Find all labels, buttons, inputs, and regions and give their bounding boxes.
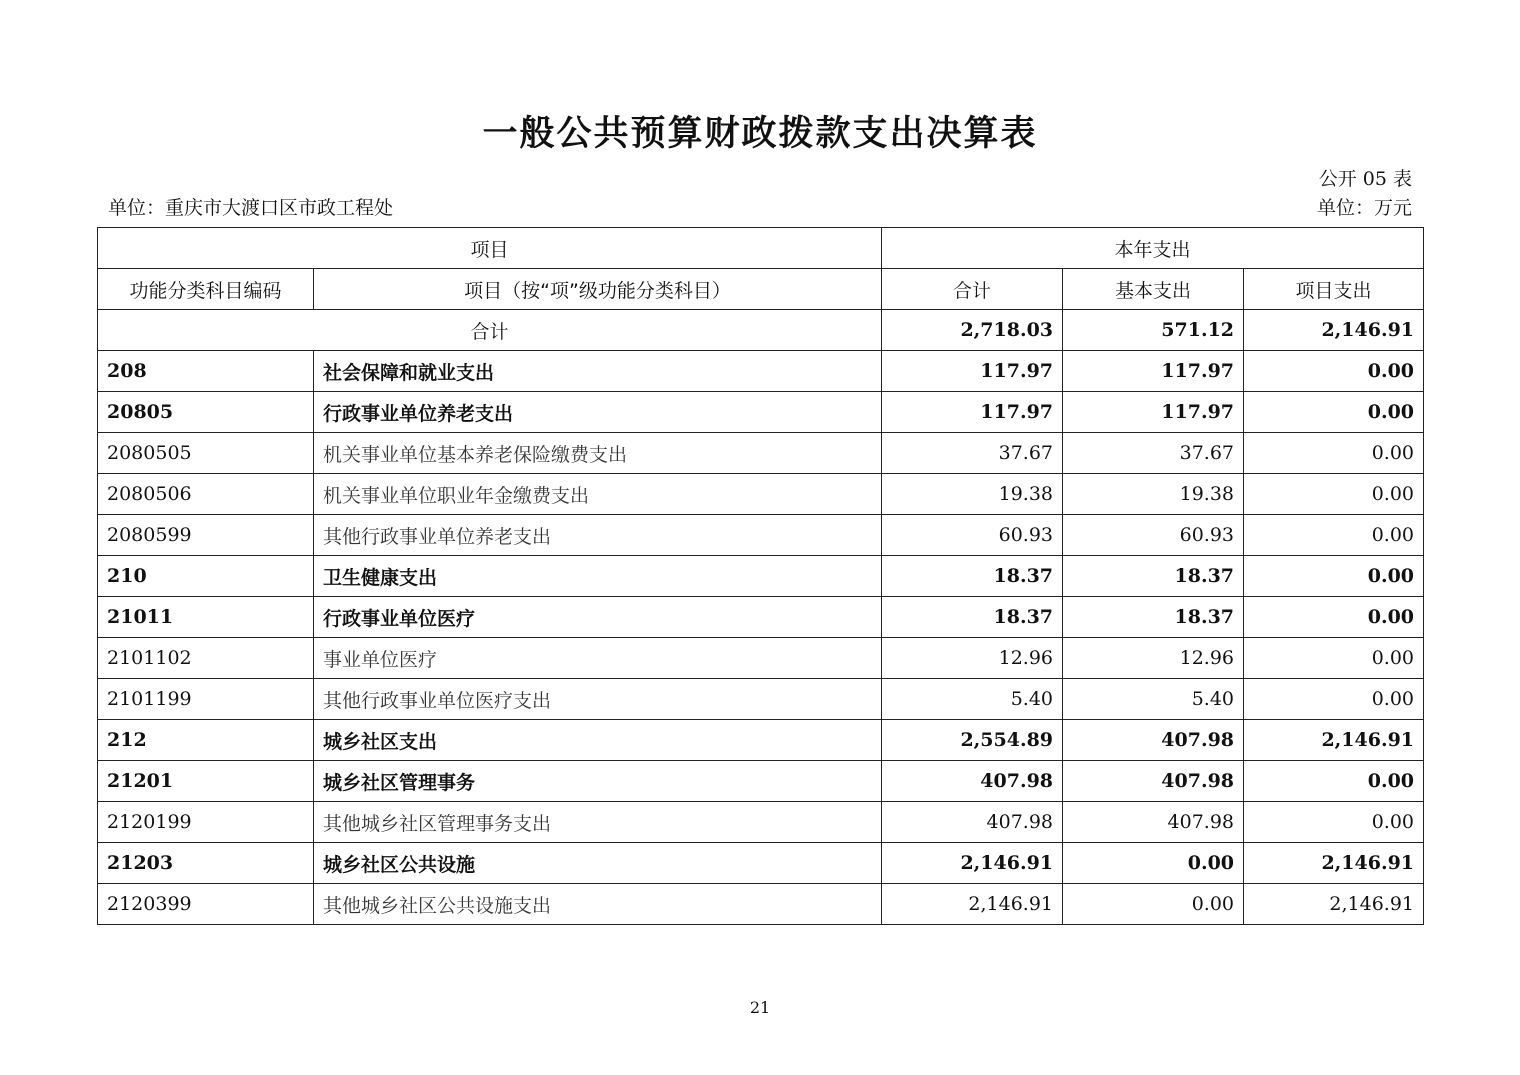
- row-total: 117.97: [882, 392, 1063, 433]
- table-row: [98, 679, 1424, 720]
- row-name: 机关事业单位职业年金缴费支出: [314, 474, 882, 515]
- row-name: 城乡社区公共设施: [314, 843, 882, 884]
- total-amount: 2,718.03: [882, 310, 1063, 351]
- header-project: 项目支出: [1244, 269, 1424, 310]
- row-total: 2,554.89: [882, 720, 1063, 761]
- table-row: [98, 515, 1424, 556]
- row-basic: 18.37: [1063, 597, 1244, 638]
- page-title: 一般公共预算财政拨款支出决算表: [482, 114, 1038, 154]
- header-column-row: [98, 269, 1424, 310]
- row-code: 208: [98, 351, 314, 392]
- row-total: 407.98: [882, 802, 1063, 843]
- total-project: 2,146.91: [1244, 310, 1424, 351]
- row-code: 2080506: [98, 474, 314, 515]
- total-row: [98, 310, 1424, 351]
- row-name: 城乡社区支出: [314, 720, 882, 761]
- row-basic: 407.98: [1063, 802, 1244, 843]
- table-row: [98, 556, 1424, 597]
- row-project: 0.00: [1244, 597, 1424, 638]
- form-number: 公开 05 表: [1318, 168, 1412, 190]
- row-project: 0.00: [1244, 351, 1424, 392]
- row-total: 2,146.91: [882, 843, 1063, 884]
- row-code: 2120399: [98, 884, 314, 925]
- header-group-row: [98, 228, 1424, 269]
- row-code: 2120199: [98, 802, 314, 843]
- row-code: 210: [98, 556, 314, 597]
- row-basic: 407.98: [1063, 761, 1244, 802]
- row-basic: 407.98: [1063, 720, 1244, 761]
- row-name: 行政事业单位医疗: [314, 597, 882, 638]
- row-basic: 19.38: [1063, 474, 1244, 515]
- header-total: 合计: [882, 269, 1063, 310]
- row-basic: 117.97: [1063, 351, 1244, 392]
- table-row: [98, 884, 1424, 925]
- table-row: [98, 433, 1424, 474]
- row-name: 卫生健康支出: [314, 556, 882, 597]
- row-code: 21011: [98, 597, 314, 638]
- table-row: [98, 843, 1424, 884]
- row-project: 0.00: [1244, 679, 1424, 720]
- table-row: [98, 761, 1424, 802]
- row-code: 21203: [98, 843, 314, 884]
- row-project: 0.00: [1244, 474, 1424, 515]
- table-row: [98, 392, 1424, 433]
- row-total: 117.97: [882, 351, 1063, 392]
- row-basic: 18.37: [1063, 556, 1244, 597]
- row-total: 18.37: [882, 597, 1063, 638]
- header-name: 项目（按“项”级功能分类科目）: [314, 269, 882, 310]
- page-number: 21: [749, 998, 771, 1017]
- row-project: 2,146.91: [1244, 843, 1424, 884]
- row-project: 0.00: [1244, 638, 1424, 679]
- row-name: 社会保障和就业支出: [314, 351, 882, 392]
- row-code: 212: [98, 720, 314, 761]
- row-name: 城乡社区管理事务: [314, 761, 882, 802]
- table-row: [98, 802, 1424, 843]
- row-project: 2,146.91: [1244, 884, 1424, 925]
- row-name: 行政事业单位养老支出: [314, 392, 882, 433]
- row-project: 0.00: [1244, 392, 1424, 433]
- row-name: 事业单位医疗: [314, 638, 882, 679]
- row-name: 其他城乡社区公共设施支出: [314, 884, 882, 925]
- row-name: 机关事业单位基本养老保险缴费支出: [314, 433, 882, 474]
- row-project: 2,146.91: [1244, 720, 1424, 761]
- row-code: 20805: [98, 392, 314, 433]
- row-total: 37.67: [882, 433, 1063, 474]
- row-total: 18.37: [882, 556, 1063, 597]
- row-basic: 12.96: [1063, 638, 1244, 679]
- row-basic: 5.40: [1063, 679, 1244, 720]
- row-project: 0.00: [1244, 761, 1424, 802]
- row-name: 其他行政事业单位养老支出: [314, 515, 882, 556]
- row-project: 0.00: [1244, 433, 1424, 474]
- row-name: 其他城乡社区管理事务支出: [314, 802, 882, 843]
- row-total: 60.93: [882, 515, 1063, 556]
- row-basic: 37.67: [1063, 433, 1244, 474]
- row-code: 2101199: [98, 679, 314, 720]
- row-basic: 0.00: [1063, 884, 1244, 925]
- table-row: [98, 597, 1424, 638]
- row-basic: 60.93: [1063, 515, 1244, 556]
- table-row: [98, 638, 1424, 679]
- row-code: 2101102: [98, 638, 314, 679]
- header-current-year-group: 本年支出: [882, 228, 1424, 269]
- row-basic: 117.97: [1063, 392, 1244, 433]
- total-basic: 571.12: [1063, 310, 1244, 351]
- row-total: 19.38: [882, 474, 1063, 515]
- row-project: 0.00: [1244, 556, 1424, 597]
- header-project-group: 项目: [98, 228, 882, 269]
- currency-unit: 单位：万元: [1316, 197, 1412, 219]
- table-row: [98, 720, 1424, 761]
- row-total: 5.40: [882, 679, 1063, 720]
- row-total: 407.98: [882, 761, 1063, 802]
- header-basic: 基本支出: [1063, 269, 1244, 310]
- row-project: 0.00: [1244, 802, 1424, 843]
- table-row: [98, 474, 1424, 515]
- header-code: 功能分类科目编码: [98, 269, 314, 310]
- row-basic: 0.00: [1063, 843, 1244, 884]
- row-total: 2,146.91: [882, 884, 1063, 925]
- row-code: 21201: [98, 761, 314, 802]
- row-name: 其他行政事业单位医疗支出: [314, 679, 882, 720]
- total-label: 合计: [98, 310, 882, 351]
- row-project: 0.00: [1244, 515, 1424, 556]
- row-code: 2080505: [98, 433, 314, 474]
- budget-table: [97, 227, 1424, 925]
- table-row: [98, 351, 1424, 392]
- row-total: 12.96: [882, 638, 1063, 679]
- row-code: 2080599: [98, 515, 314, 556]
- reporting-unit: 单位：重庆市大渡口区市政工程处: [108, 197, 394, 219]
